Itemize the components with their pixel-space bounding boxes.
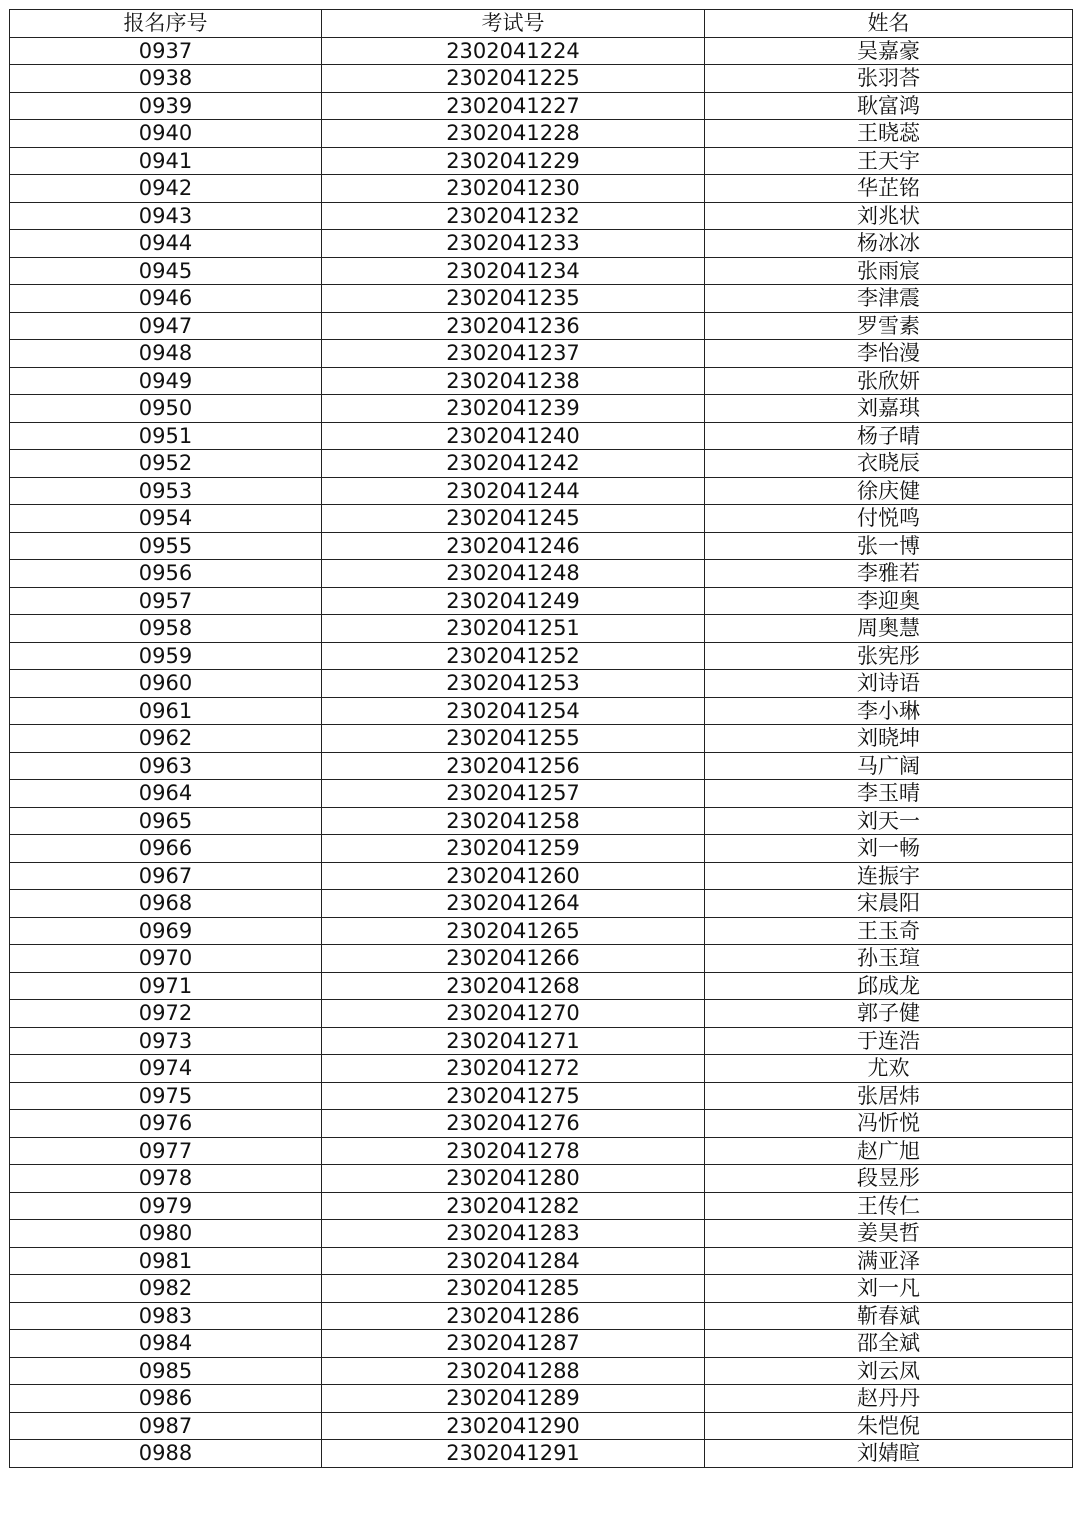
name-cell: 赵丹丹 <box>705 1385 1073 1413</box>
table-row <box>10 1027 1073 1055</box>
exam-number-cell: 2302041255 <box>322 725 705 753</box>
table-row <box>10 450 1073 478</box>
exam-number-cell: 2302041235 <box>322 285 705 313</box>
registration-number-cell: 0967 <box>10 862 322 890</box>
table-row <box>10 807 1073 835</box>
name-cell: 杨冰冰 <box>705 230 1073 258</box>
registration-number-cell: 0948 <box>10 340 322 368</box>
table-row <box>10 587 1073 615</box>
exam-number-cell: 2302041236 <box>322 312 705 340</box>
exam-number-cell: 2302041225 <box>322 65 705 93</box>
name-cell: 刘诗语 <box>705 670 1073 698</box>
registration-number-cell: 0966 <box>10 835 322 863</box>
exam-number-cell: 2302041229 <box>322 147 705 175</box>
exam-number-cell: 2302041265 <box>322 917 705 945</box>
table-row <box>10 862 1073 890</box>
table-row <box>10 725 1073 753</box>
registration-number-cell: 0947 <box>10 312 322 340</box>
exam-number-cell: 2302041283 <box>322 1220 705 1248</box>
exam-number-cell: 2302041289 <box>322 1385 705 1413</box>
table-row <box>10 1247 1073 1275</box>
exam-number-cell: 2302041286 <box>322 1302 705 1330</box>
table-row <box>10 202 1073 230</box>
registration-number-cell: 0939 <box>10 92 322 120</box>
exam-number-cell: 2302041266 <box>322 945 705 973</box>
exam-number-cell: 2302041264 <box>322 890 705 918</box>
name-cell: 徐庆健 <box>705 477 1073 505</box>
exam-number-cell: 2302041276 <box>322 1110 705 1138</box>
name-cell: 满亚泽 <box>705 1247 1073 1275</box>
exam-number-cell: 2302041268 <box>322 972 705 1000</box>
table-row <box>10 257 1073 285</box>
exam-number-cell: 2302041258 <box>322 807 705 835</box>
name-cell: 尤欢 <box>705 1055 1073 1083</box>
name-cell: 张欣妍 <box>705 367 1073 395</box>
registration-number-cell: 0953 <box>10 477 322 505</box>
table-row <box>10 1275 1073 1303</box>
name-cell: 邵全斌 <box>705 1330 1073 1358</box>
name-cell: 刘天一 <box>705 807 1073 835</box>
registration-number-cell: 0972 <box>10 1000 322 1028</box>
exam-number-cell: 2302041275 <box>322 1082 705 1110</box>
exam-number-cell: 2302041288 <box>322 1357 705 1385</box>
exam-number-cell: 2302041232 <box>322 202 705 230</box>
table-row <box>10 1385 1073 1413</box>
name-cell: 张雨宸 <box>705 257 1073 285</box>
name-cell: 付悦鸣 <box>705 505 1073 533</box>
name-cell: 刘嘉琪 <box>705 395 1073 423</box>
registration-number-cell: 0965 <box>10 807 322 835</box>
registration-number-cell: 0973 <box>10 1027 322 1055</box>
table-row <box>10 477 1073 505</box>
header-registration-number: 报名序号 <box>10 10 322 38</box>
name-cell: 张羽荅 <box>705 65 1073 93</box>
exam-number-cell: 2302041237 <box>322 340 705 368</box>
exam-number-cell: 2302041287 <box>322 1330 705 1358</box>
exam-number-cell: 2302041252 <box>322 642 705 670</box>
name-cell: 李玉晴 <box>705 780 1073 808</box>
registration-number-cell: 0961 <box>10 697 322 725</box>
exam-number-cell: 2302041271 <box>322 1027 705 1055</box>
registration-number-cell: 0956 <box>10 560 322 588</box>
registration-number-cell: 0941 <box>10 147 322 175</box>
table-row <box>10 752 1073 780</box>
exam-number-cell: 2302041291 <box>322 1440 705 1468</box>
exam-number-cell: 2302041251 <box>322 615 705 643</box>
registration-number-cell: 0971 <box>10 972 322 1000</box>
exam-number-cell: 2302041259 <box>322 835 705 863</box>
table-row <box>10 1357 1073 1385</box>
name-cell: 王晓蕊 <box>705 120 1073 148</box>
exam-number-cell: 2302041242 <box>322 450 705 478</box>
name-cell: 周奥慧 <box>705 615 1073 643</box>
table-row <box>10 615 1073 643</box>
registration-number-cell: 0982 <box>10 1275 322 1303</box>
name-cell: 张居炜 <box>705 1082 1073 1110</box>
registration-number-cell: 0969 <box>10 917 322 945</box>
registration-number-cell: 0938 <box>10 65 322 93</box>
table-row <box>10 1082 1073 1110</box>
registration-number-cell: 0976 <box>10 1110 322 1138</box>
name-cell: 王玉奇 <box>705 917 1073 945</box>
registration-number-cell: 0987 <box>10 1412 322 1440</box>
exam-number-cell: 2302041272 <box>322 1055 705 1083</box>
header-row <box>10 10 1073 38</box>
table-row <box>10 642 1073 670</box>
exam-number-cell: 2302041239 <box>322 395 705 423</box>
name-cell: 张一博 <box>705 532 1073 560</box>
registration-number-cell: 0983 <box>10 1302 322 1330</box>
table-row <box>10 505 1073 533</box>
table-row <box>10 422 1073 450</box>
exam-number-cell: 2302041233 <box>322 230 705 258</box>
registration-number-cell: 0955 <box>10 532 322 560</box>
registration-number-cell: 0981 <box>10 1247 322 1275</box>
name-cell: 李怡漫 <box>705 340 1073 368</box>
registration-number-cell: 0986 <box>10 1385 322 1413</box>
name-cell: 耿富鸿 <box>705 92 1073 120</box>
registration-number-cell: 0979 <box>10 1192 322 1220</box>
table-body <box>10 37 1073 1467</box>
table-row <box>10 1110 1073 1138</box>
name-cell: 罗雪素 <box>705 312 1073 340</box>
table-row <box>10 285 1073 313</box>
name-cell: 李小琳 <box>705 697 1073 725</box>
roster-table <box>9 9 1073 1468</box>
exam-number-cell: 2302041246 <box>322 532 705 560</box>
table-row <box>10 37 1073 65</box>
table-row <box>10 367 1073 395</box>
header-exam-number: 考试号 <box>322 10 705 38</box>
exam-number-cell: 2302041240 <box>322 422 705 450</box>
exam-number-cell: 2302041270 <box>322 1000 705 1028</box>
exam-number-cell: 2302041234 <box>322 257 705 285</box>
table-row <box>10 312 1073 340</box>
name-cell: 李雅若 <box>705 560 1073 588</box>
exam-number-cell: 2302041245 <box>322 505 705 533</box>
registration-number-cell: 0962 <box>10 725 322 753</box>
exam-number-cell: 2302041257 <box>322 780 705 808</box>
registration-number-cell: 0964 <box>10 780 322 808</box>
registration-number-cell: 0944 <box>10 230 322 258</box>
registration-number-cell: 0958 <box>10 615 322 643</box>
exam-number-cell: 2302041254 <box>322 697 705 725</box>
table-row <box>10 972 1073 1000</box>
table-row <box>10 1137 1073 1165</box>
exam-number-cell: 2302041282 <box>322 1192 705 1220</box>
name-cell: 衣晓辰 <box>705 450 1073 478</box>
name-cell: 邱成龙 <box>705 972 1073 1000</box>
table-row <box>10 230 1073 258</box>
name-cell: 王天宇 <box>705 147 1073 175</box>
name-cell: 李迎奥 <box>705 587 1073 615</box>
name-cell: 连振宇 <box>705 862 1073 890</box>
table-row <box>10 175 1073 203</box>
exam-number-cell: 2302041224 <box>322 37 705 65</box>
registration-number-cell: 0946 <box>10 285 322 313</box>
registration-number-cell: 0952 <box>10 450 322 478</box>
table-row <box>10 1440 1073 1468</box>
exam-number-cell: 2302041227 <box>322 92 705 120</box>
name-cell: 郭子健 <box>705 1000 1073 1028</box>
name-cell: 朱恺倪 <box>705 1412 1073 1440</box>
name-cell: 杨子晴 <box>705 422 1073 450</box>
registration-number-cell: 0975 <box>10 1082 322 1110</box>
registration-number-cell: 0963 <box>10 752 322 780</box>
table-row <box>10 697 1073 725</box>
table-row <box>10 1165 1073 1193</box>
table-row <box>10 780 1073 808</box>
name-cell: 孙玉瑄 <box>705 945 1073 973</box>
name-cell: 刘晓坤 <box>705 725 1073 753</box>
exam-number-cell: 2302041228 <box>322 120 705 148</box>
name-cell: 刘一凡 <box>705 1275 1073 1303</box>
exam-number-cell: 2302041260 <box>322 862 705 890</box>
name-cell: 于连浩 <box>705 1027 1073 1055</box>
table-row <box>10 1330 1073 1358</box>
table-row <box>10 945 1073 973</box>
table-row <box>10 532 1073 560</box>
name-cell: 刘云凤 <box>705 1357 1073 1385</box>
registration-number-cell: 0942 <box>10 175 322 203</box>
name-cell: 吴嘉豪 <box>705 37 1073 65</box>
registration-number-cell: 0988 <box>10 1440 322 1468</box>
table-row <box>10 120 1073 148</box>
name-cell: 姜昊哲 <box>705 1220 1073 1248</box>
name-cell: 赵广旭 <box>705 1137 1073 1165</box>
registration-number-cell: 0949 <box>10 367 322 395</box>
table-row <box>10 670 1073 698</box>
name-cell: 马广阔 <box>705 752 1073 780</box>
exam-number-cell: 2302041285 <box>322 1275 705 1303</box>
exam-number-cell: 2302041253 <box>322 670 705 698</box>
name-cell: 李津震 <box>705 285 1073 313</box>
exam-number-cell: 2302041256 <box>322 752 705 780</box>
registration-number-cell: 0978 <box>10 1165 322 1193</box>
table-row <box>10 147 1073 175</box>
name-cell: 段昱彤 <box>705 1165 1073 1193</box>
exam-number-cell: 2302041249 <box>322 587 705 615</box>
registration-number-cell: 0959 <box>10 642 322 670</box>
registration-number-cell: 0960 <box>10 670 322 698</box>
registration-number-cell: 0950 <box>10 395 322 423</box>
table-row <box>10 1220 1073 1248</box>
header-name: 姓名 <box>705 10 1073 38</box>
registration-number-cell: 0940 <box>10 120 322 148</box>
table-row <box>10 92 1073 120</box>
name-cell: 冯忻悦 <box>705 1110 1073 1138</box>
name-cell: 王传仁 <box>705 1192 1073 1220</box>
exam-number-cell: 2302041290 <box>322 1412 705 1440</box>
table-row <box>10 1055 1073 1083</box>
table-row <box>10 560 1073 588</box>
registration-number-cell: 0943 <box>10 202 322 230</box>
table-row <box>10 65 1073 93</box>
table-row <box>10 1192 1073 1220</box>
exam-number-cell: 2302041238 <box>322 367 705 395</box>
name-cell: 刘婧暄 <box>705 1440 1073 1468</box>
exam-number-cell: 2302041244 <box>322 477 705 505</box>
table-row <box>10 1412 1073 1440</box>
registration-number-cell: 0937 <box>10 37 322 65</box>
registration-number-cell: 0984 <box>10 1330 322 1358</box>
exam-number-cell: 2302041284 <box>322 1247 705 1275</box>
table-row <box>10 1000 1073 1028</box>
table-row <box>10 340 1073 368</box>
registration-number-cell: 0980 <box>10 1220 322 1248</box>
registration-number-cell: 0945 <box>10 257 322 285</box>
exam-number-cell: 2302041248 <box>322 560 705 588</box>
table-row <box>10 890 1073 918</box>
name-cell: 张宪彤 <box>705 642 1073 670</box>
name-cell: 刘一畅 <box>705 835 1073 863</box>
table-row <box>10 917 1073 945</box>
name-cell: 宋晨阳 <box>705 890 1073 918</box>
exam-number-cell: 2302041280 <box>322 1165 705 1193</box>
registration-number-cell: 0985 <box>10 1357 322 1385</box>
name-cell: 靳春斌 <box>705 1302 1073 1330</box>
registration-number-cell: 0970 <box>10 945 322 973</box>
exam-number-cell: 2302041230 <box>322 175 705 203</box>
table-row <box>10 1302 1073 1330</box>
registration-number-cell: 0954 <box>10 505 322 533</box>
name-cell: 华芷铭 <box>705 175 1073 203</box>
registration-number-cell: 0974 <box>10 1055 322 1083</box>
table-row <box>10 835 1073 863</box>
exam-number-cell: 2302041278 <box>322 1137 705 1165</box>
registration-number-cell: 0951 <box>10 422 322 450</box>
registration-number-cell: 0968 <box>10 890 322 918</box>
registration-number-cell: 0977 <box>10 1137 322 1165</box>
name-cell: 刘兆状 <box>705 202 1073 230</box>
table-row <box>10 395 1073 423</box>
registration-number-cell: 0957 <box>10 587 322 615</box>
